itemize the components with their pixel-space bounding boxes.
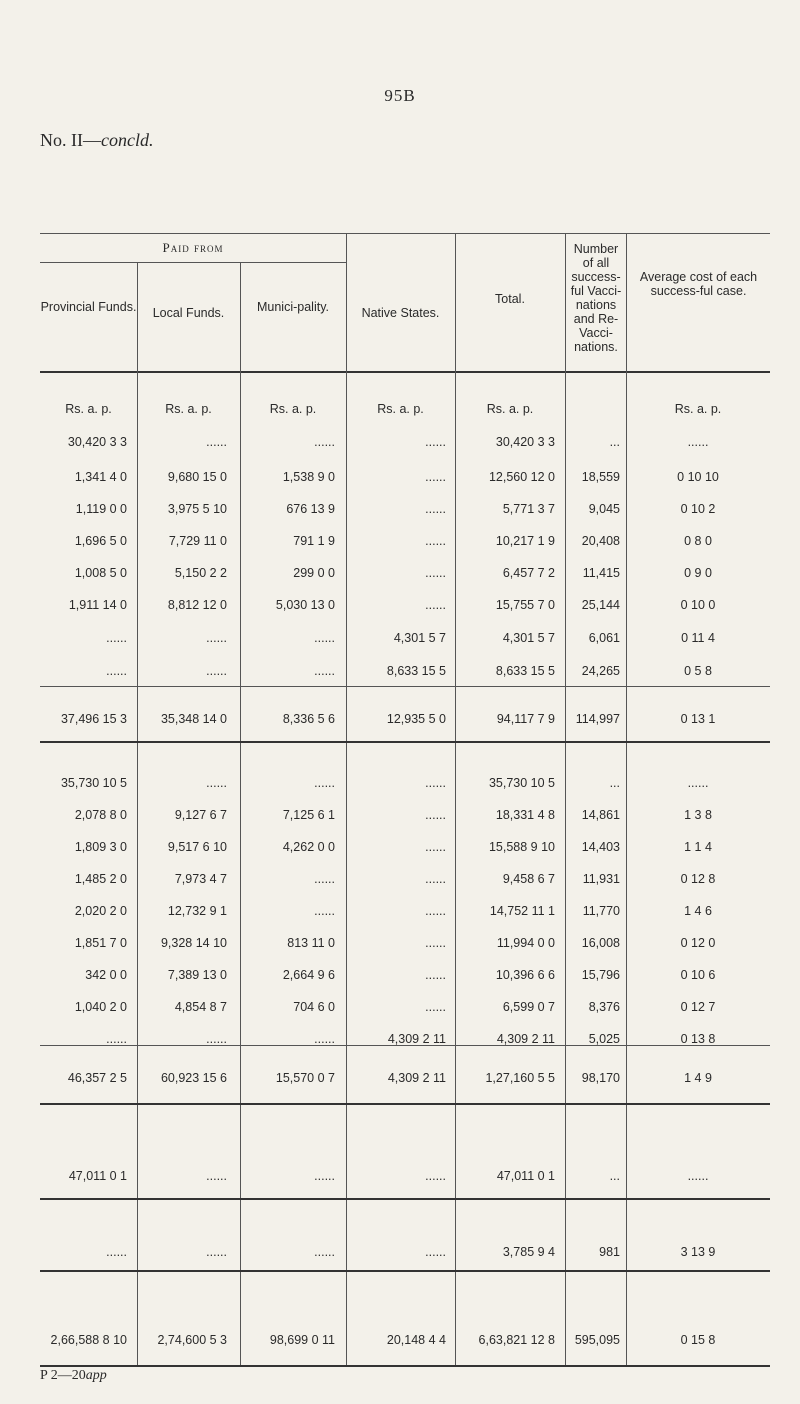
section1-row-local: ...... bbox=[206, 664, 227, 678]
table-number: No. II bbox=[40, 130, 83, 150]
section2-row-average: 0 12 8 bbox=[680, 872, 716, 886]
table-suffix: concld. bbox=[101, 130, 154, 150]
section2-total-number: 98,170 bbox=[581, 1071, 620, 1085]
section1-row-municipality: 1,538 9 0 bbox=[282, 470, 335, 484]
section2-row-provincial: ...... bbox=[106, 1032, 127, 1046]
section2-row-number: 15,796 bbox=[581, 968, 620, 982]
section2-row-local: 9,328 14 10 bbox=[160, 936, 227, 950]
section3-row-provincial: 47,011 0 1 bbox=[68, 1169, 127, 1183]
section1-total-number: 114,997 bbox=[575, 712, 620, 726]
section2-row-provincial: 2,078 8 0 bbox=[74, 808, 127, 822]
section1-row-number: ... bbox=[609, 435, 620, 449]
footer-suffix: app bbox=[85, 1368, 107, 1383]
section2-row-native: ...... bbox=[425, 936, 446, 950]
section2-total-provincial: 46,357 2 5 bbox=[67, 1071, 127, 1085]
rule-section-1-end bbox=[40, 741, 770, 743]
section1-row-total: 15,755 7 0 bbox=[495, 598, 555, 612]
section3-row-number: ... bbox=[609, 1169, 620, 1183]
section1-row-total: 8,633 15 5 bbox=[495, 664, 555, 678]
section1-row-municipality: ...... bbox=[314, 631, 335, 645]
section1-row-total: 6,457 7 2 bbox=[502, 566, 555, 580]
grand-total-average: 0 15 8 bbox=[680, 1333, 716, 1347]
section2-row-native: ...... bbox=[425, 776, 446, 790]
section2-row-number: 11,770 bbox=[582, 904, 620, 918]
section1-row-number: 9,045 bbox=[588, 502, 620, 516]
grand-total-provincial: 2,66,588 8 10 bbox=[50, 1333, 127, 1347]
section4-row-municipality: ...... bbox=[314, 1245, 335, 1259]
section3-row-average: ...... bbox=[687, 1169, 709, 1183]
section2-row-native: ...... bbox=[425, 840, 446, 854]
section2-row-average: ...... bbox=[687, 776, 709, 790]
section2-row-municipality: ...... bbox=[314, 872, 335, 886]
section1-row-native: ...... bbox=[425, 435, 446, 449]
section2-row-average: 0 13 8 bbox=[680, 1032, 716, 1046]
section1-row-local: 7,729 11 0 bbox=[168, 534, 227, 548]
section2-row-native: ...... bbox=[425, 808, 446, 822]
section2-total-local: 60,923 15 6 bbox=[160, 1071, 227, 1085]
section1-row-provincial: 30,420 3 3 bbox=[67, 435, 127, 449]
section1-total-provincial: 37,496 15 3 bbox=[60, 712, 127, 726]
section2-row-average: 0 10 6 bbox=[680, 968, 716, 982]
section2-row-municipality: ...... bbox=[314, 776, 335, 790]
section1-row-average: 0 5 8 bbox=[684, 664, 712, 678]
section1-row-number: 20,408 bbox=[581, 534, 620, 548]
section2-row-provincial: 35,730 10 5 bbox=[60, 776, 127, 790]
header-municipality: Munici-pality. bbox=[256, 300, 329, 314]
section1-row-local: 3,975 5 10 bbox=[167, 502, 227, 516]
section2-row-average: 1 1 4 bbox=[684, 840, 712, 854]
section1-row-native: ...... bbox=[425, 598, 446, 612]
section2-row-local: 9,517 6 10 bbox=[167, 840, 227, 854]
section3-row-native: ...... bbox=[425, 1169, 446, 1183]
section1-row-provincial: 1,008 5 0 bbox=[74, 566, 127, 580]
rule-top bbox=[40, 233, 770, 234]
grand-total-municipality: 98,699 0 11 bbox=[269, 1333, 335, 1347]
section4-row-native: ...... bbox=[425, 1245, 446, 1259]
section2-row-number: ... bbox=[609, 776, 620, 790]
section1-row-average: 0 11 4 bbox=[681, 631, 715, 645]
rule-table-bottom bbox=[40, 1365, 770, 1367]
section2-total-total: 1,27,160 5 5 bbox=[485, 1071, 555, 1085]
section1-row-provincial: 1,119 0 0 bbox=[75, 502, 127, 516]
section1-row-total: 4,301 5 7 bbox=[502, 631, 555, 645]
page-mark: 95B bbox=[384, 86, 416, 105]
section2-row-municipality: 4,262 0 0 bbox=[282, 840, 335, 854]
section2-row-local: 4,854 8 7 bbox=[174, 1000, 227, 1014]
section1-row-provincial: ...... bbox=[106, 664, 127, 678]
rule-paid-from bbox=[40, 262, 346, 263]
section1-row-number: 25,144 bbox=[581, 598, 620, 612]
section1-row-municipality: ...... bbox=[314, 435, 335, 449]
section1-row-average: 0 10 2 bbox=[680, 502, 716, 516]
section2-row-number: 14,403 bbox=[581, 840, 620, 854]
section1-row-native: ...... bbox=[425, 566, 446, 580]
header-local-funds: Local Funds. bbox=[152, 306, 225, 320]
section1-row-local: 5,150 2 2 bbox=[174, 566, 227, 580]
units-average: Rs. a. p. bbox=[674, 402, 722, 416]
section2-row-municipality: ...... bbox=[314, 904, 335, 918]
section2-row-provincial: 2,020 2 0 bbox=[74, 904, 127, 918]
section1-row-municipality: 791 1 9 bbox=[293, 534, 335, 548]
section2-row-average: 1 3 8 bbox=[684, 808, 712, 822]
section2-row-number: 14,861 bbox=[581, 808, 620, 822]
header-paid-from: Paid from bbox=[162, 240, 224, 255]
header-total: Total. bbox=[495, 292, 525, 306]
section2-row-total: 6,599 0 7 bbox=[502, 1000, 555, 1014]
section1-total-municipality: 8,336 5 6 bbox=[282, 712, 335, 726]
section1-row-average: 0 10 10 bbox=[677, 470, 719, 484]
section2-row-provincial: 1,040 2 0 bbox=[74, 1000, 127, 1014]
section2-row-number: 11,931 bbox=[582, 872, 620, 886]
section2-row-native: ...... bbox=[425, 968, 446, 982]
section1-row-average: 0 8 0 bbox=[684, 534, 712, 548]
section4-row-average: 3 13 9 bbox=[680, 1245, 716, 1259]
units-provincial: Rs. a. p. bbox=[65, 402, 112, 416]
section2-row-total: 9,458 6 7 bbox=[502, 872, 555, 886]
section2-row-native: 4,309 2 11 bbox=[387, 1032, 446, 1046]
section1-row-local: 9,680 15 0 bbox=[167, 470, 227, 484]
section2-row-average: 0 12 0 bbox=[680, 936, 716, 950]
section2-row-provincial: 342 0 0 bbox=[85, 968, 127, 982]
section2-row-local: 7,973 4 7 bbox=[174, 872, 227, 886]
section1-row-average: 0 9 0 bbox=[684, 566, 712, 580]
section2-row-number: 16,008 bbox=[581, 936, 620, 950]
section2-row-native: ...... bbox=[425, 872, 446, 886]
units-total: Rs. a. p. bbox=[486, 402, 534, 416]
section1-row-total: 10,217 1 9 bbox=[495, 534, 555, 548]
section2-row-municipality: ...... bbox=[314, 1032, 335, 1046]
section2-row-municipality: 704 6 0 bbox=[293, 1000, 335, 1014]
section2-row-number: 8,376 bbox=[588, 1000, 620, 1014]
section2-row-local: ...... bbox=[206, 1032, 227, 1046]
section2-row-local: 12,732 9 1 bbox=[167, 904, 227, 918]
section1-row-average: 0 10 0 bbox=[680, 598, 716, 612]
section1-row-total: 30,420 3 3 bbox=[495, 435, 555, 449]
units-municipality: Rs. a. p. bbox=[269, 402, 317, 416]
section1-row-total: 12,560 12 0 bbox=[488, 470, 555, 484]
section2-total-native: 4,309 2 11 bbox=[387, 1071, 446, 1085]
col-divider-5 bbox=[565, 233, 566, 1365]
section2-row-average: 1 4 6 bbox=[684, 904, 712, 918]
section2-row-local: 9,127 6 7 bbox=[174, 808, 227, 822]
section1-row-number: 18,559 bbox=[581, 470, 620, 484]
units-native: Rs. a. p. bbox=[377, 402, 424, 416]
section2-row-total: 14,752 11 1 bbox=[489, 904, 555, 918]
section2-row-provincial: 1,851 7 0 bbox=[74, 936, 127, 950]
section1-total-native: 12,935 5 0 bbox=[386, 712, 446, 726]
header-average-cost: Average cost of each success-ful case. bbox=[639, 270, 758, 298]
section1-row-total: 5,771 3 7 bbox=[502, 502, 555, 516]
section2-row-provincial: 1,809 3 0 bbox=[74, 840, 127, 854]
rule-section-4-end bbox=[40, 1270, 770, 1272]
section2-total-average: 1 4 9 bbox=[684, 1071, 712, 1085]
section1-row-average: ...... bbox=[687, 435, 709, 449]
section2-row-municipality: 7,125 6 1 bbox=[282, 808, 335, 822]
section2-total-municipality: 15,570 0 7 bbox=[275, 1071, 335, 1085]
section1-row-number: 24,265 bbox=[581, 664, 620, 678]
section2-row-municipality: 2,664 9 6 bbox=[282, 968, 335, 982]
rule-header-bottom bbox=[40, 371, 770, 373]
grand-total-native: 20,148 4 4 bbox=[386, 1333, 446, 1347]
section4-row-provincial: ...... bbox=[106, 1245, 127, 1259]
section4-row-local: ...... bbox=[206, 1245, 227, 1259]
units-local: Rs. a. p. bbox=[165, 402, 212, 416]
section1-row-number: 11,415 bbox=[582, 566, 620, 580]
section1-row-provincial: 1,911 14 0 bbox=[68, 598, 127, 612]
footer-prefix: P 2—20 bbox=[40, 1368, 86, 1383]
section1-row-native: 4,301 5 7 bbox=[393, 631, 446, 645]
print-footer bbox=[40, 1368, 107, 1384]
rule-section-3-end bbox=[40, 1198, 770, 1200]
section1-total-total: 94,117 7 9 bbox=[496, 712, 555, 726]
rule-section-2-end bbox=[40, 1103, 770, 1105]
table-heading: No. II—concld. bbox=[40, 130, 154, 150]
section2-row-municipality: 813 11 0 bbox=[287, 936, 335, 950]
section1-row-municipality: ...... bbox=[314, 664, 335, 678]
section1-row-native: 8,633 15 5 bbox=[386, 664, 446, 678]
grand-total-total: 6,63,821 12 8 bbox=[478, 1333, 555, 1347]
rule-subtotal-1 bbox=[40, 686, 770, 687]
grand-total-number: 595,095 bbox=[574, 1333, 620, 1347]
section1-total-local: 35,348 14 0 bbox=[160, 712, 227, 726]
section2-row-total: 18,331 4 8 bbox=[495, 808, 555, 822]
section3-row-total: 47,011 0 1 bbox=[496, 1169, 555, 1183]
section1-row-native: ...... bbox=[425, 502, 446, 516]
section1-row-local: ...... bbox=[206, 435, 227, 449]
section2-row-total: 15,588 9 10 bbox=[488, 840, 555, 854]
section1-row-municipality: 5,030 13 0 bbox=[275, 598, 335, 612]
section2-row-total: 4,309 2 11 bbox=[496, 1032, 555, 1046]
section4-row-number: 981 bbox=[599, 1245, 620, 1259]
section1-row-provincial: 1,696 5 0 bbox=[74, 534, 127, 548]
section1-row-local: ...... bbox=[206, 631, 227, 645]
section2-row-provincial: 1,485 2 0 bbox=[74, 872, 127, 886]
header-native-states: Native States. bbox=[361, 306, 440, 320]
section2-row-native: ...... bbox=[425, 904, 446, 918]
section3-row-municipality: ...... bbox=[314, 1169, 335, 1183]
section1-row-provincial: ...... bbox=[106, 631, 127, 645]
section2-row-total: 10,396 6 6 bbox=[495, 968, 555, 982]
section2-row-local: 7,389 13 0 bbox=[167, 968, 227, 982]
section1-row-provincial: 1,341 4 0 bbox=[74, 470, 127, 484]
grand-total-local: 2,74,600 5 3 bbox=[157, 1333, 227, 1347]
header-number-vaccinations: Number of all success-ful Vacci-nations and Re-Vacci-nations. bbox=[570, 242, 622, 354]
section1-row-municipality: 676 13 9 bbox=[286, 502, 335, 516]
section1-row-number: 6,061 bbox=[588, 631, 620, 645]
section2-row-native: ...... bbox=[425, 1000, 446, 1014]
header-provincial-funds: Provincial Funds. bbox=[40, 300, 137, 314]
section2-row-average: 0 12 7 bbox=[680, 1000, 716, 1014]
section3-row-local: ...... bbox=[206, 1169, 227, 1183]
section2-row-number: 5,025 bbox=[588, 1032, 620, 1046]
section4-row-total: 3,785 9 4 bbox=[502, 1245, 555, 1259]
section2-row-total: 11,994 0 0 bbox=[496, 936, 555, 950]
section1-row-municipality: 299 0 0 bbox=[293, 566, 335, 580]
section2-row-local: ...... bbox=[206, 776, 227, 790]
section1-row-native: ...... bbox=[425, 470, 446, 484]
section2-row-total: 35,730 10 5 bbox=[488, 776, 555, 790]
section1-total-average: 0 13 1 bbox=[680, 712, 716, 726]
section1-row-native: ...... bbox=[425, 534, 446, 548]
section1-row-local: 8,812 12 0 bbox=[167, 598, 227, 612]
